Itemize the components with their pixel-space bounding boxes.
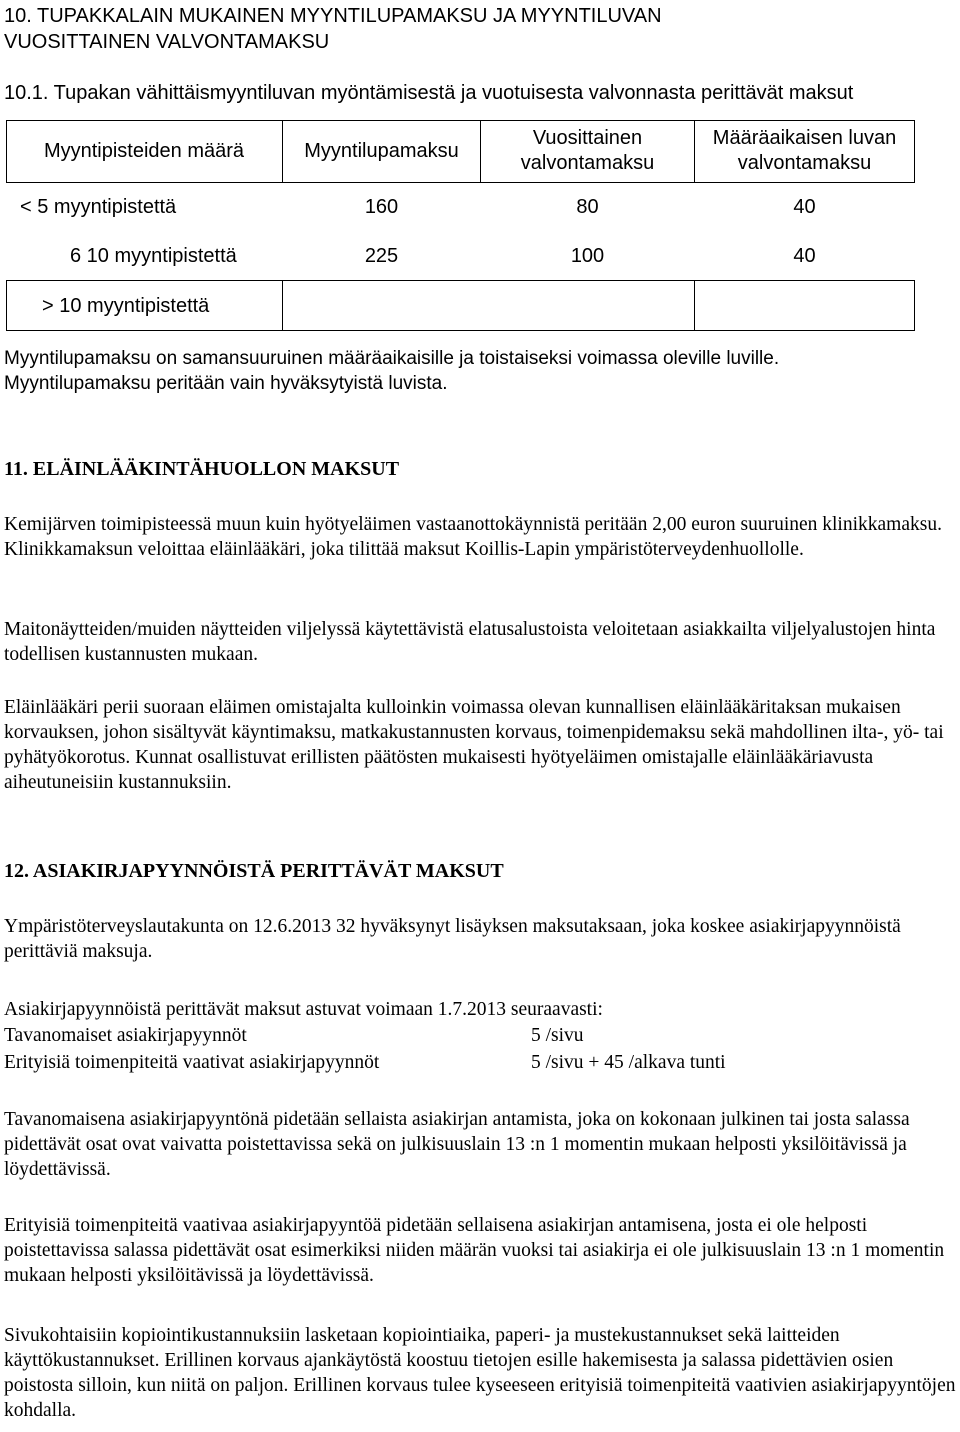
- section-12-heading: 12. ASIAKIRJAPYYNNÖISTÄ PERITTÄVÄT MAKSUT: [4, 860, 504, 882]
- row-1-lupamaksu: 160: [364, 196, 399, 218]
- row-3-count: > 10 myyntipistettä: [42, 294, 210, 317]
- section-12-paragraph-5: Sivukohtaisiin kopiointikustannuksiin lasketaan kopiointiaika, paperi- ja mustekustannukset sekä laitteiden käyttökustannukset. Erillinen korvaus ajankäytöstä koostuu tietojen esille hakemisesta ja salassa pidettävien osien poistosta silloin, kun niitä on paljon. Erillinen korvaus tulee kyseeseen erityisiä toimenpiteitä vaativien asiakirjapyyntöjen kohdalla.: [4, 1325, 956, 1421]
- header-vuosittainen-line-2: valvontamaksu: [520, 152, 655, 174]
- section-12-paragraph-4: Erityisiä toimenpiteitä vaativaa asiakirjapyyntöä pidetään sellaisena asiakirjan antamisena, josta ei ole helposti poistettavissa salassa pidettävät osat esimerkiksi niiden määrän vuoksi tai asiakirja ei ole julkisuuslain 13 :n 1 momentin mukaan helposti yksilöitävissä ja löydettävissä.: [4, 1215, 945, 1286]
- row-3-maaraaikainen: [695, 281, 914, 330]
- section-10-1-subheading: 10.1. Tupakan vähittäismyyntiluvan myöntämisestä ja vuotuisesta valvonnasta perittävät maksut: [4, 82, 854, 104]
- section-11-heading: 11. ELÄINLÄÄKINTÄHUOLLON MAKSUT: [4, 458, 400, 480]
- fee-label-tavanomaiset: Tavanomaiset asiakirjapyynnöt: [4, 1025, 247, 1046]
- fee-value-erityisia: 5 /sivu + 45 /alkava tunti: [531, 1052, 726, 1073]
- section-10-heading-line-2: VUOSITTAINEN VALVONTAMAKSU: [4, 31, 330, 53]
- header-maaraaikaisen-line-1: Määräaikaisen luvan: [712, 127, 897, 149]
- row-2-lupamaksu: 225: [364, 244, 399, 267]
- header-vuosittainen-valvontamaksu: [481, 120, 694, 182]
- section-10-note-1: Myyntilupamaksu on samansuuruinen määräaikaisille ja toistaiseksi voimassa oleville luville.: [4, 348, 780, 369]
- section-10-heading-line-1: 10. TUPAKKALAIN MUKAINEN MYYNTILUPAMAKSU JA MYYNTILUVAN: [4, 5, 662, 27]
- header-myyntipisteiden-maara: Myyntipisteiden määrä: [43, 140, 245, 162]
- header-myyntilupamaksu: Myyntilupamaksu: [304, 140, 459, 162]
- fee-value-tavanomaiset: 5 /sivu: [531, 1025, 584, 1046]
- section-10-note-2: Myyntilupamaksu peritään vain hyväksytyistä luvista.: [4, 373, 448, 394]
- section-12-paragraph-1: Ympäristöterveyslautakunta on 12.6.2013 32 hyväksynyt lisäyksen maksutaksaan, joka koskee asiakirjapyynnöistä perittäviä maksuja.: [4, 916, 901, 962]
- header-maaraaikaisen-valvontamaksu: [695, 120, 914, 182]
- row-2-maaraaikainen: 40: [793, 244, 816, 267]
- row-1-vuosittainen: 80: [576, 196, 599, 218]
- section-11-paragraph-2: Maitonäytteiden/muiden näytteiden viljelyssä käytettävistä elatusalustoista veloitetaan asiakkailta viljelyalustojen hinta todellisen kustannusten mukaan.: [4, 619, 936, 665]
- section-11-paragraph-1: Kemijärven toimipisteessä muun kuin hyötyeläimen vastaanottokäynnistä peritään 2,00 euron suuruinen klinikkamaksu. Klinikkamaksun veloittaa eläinlääkäri, joka tilittää maksut Koillis-Lapin ympäristöterveydenhuollolle.: [4, 514, 942, 560]
- section-12-paragraph-3: Tavanomaisena asiakirjapyyntönä pidetään sellaista asiakirjan antamista, joka on kokonaan julkinen tai josta salassa pidettävät osat ovat vaivatta poistettavissa sekä on julkisuuslain 13 :n 1 momentin mukaan helposti yksilöitävissä ja löydettävissä.: [4, 1109, 910, 1180]
- row-2-count: 6 10 myyntipistettä: [70, 244, 237, 267]
- section-12-paragraph-2: Asiakirjapyynnöistä perittävät maksut astuvat voimaan 1.7.2013 seuraavasti:: [4, 999, 603, 1020]
- fee-label-erityisia: Erityisiä toimenpiteitä vaativat asiakirjapyynnöt: [4, 1052, 380, 1073]
- row-2-vuosittainen: 100: [570, 244, 605, 267]
- row-1-maaraaikainen: 40: [793, 196, 816, 218]
- section-11-paragraph-3: Eläinlääkäri perii suoraan eläimen omistajalta kulloinkin voimassa olevan kunnallisen eläinlääkäritaksan mukaisen korvauksen, johon sisältyvät käyntimaksu, matkakustannusten korvaus, toimenpidemaksu sekä mahdollinen ilta-, yö- tai pyhätyökorotus. Kunnat osallistuvat erillisten päätösten mukaisesti hyötyeläimen omistajalle eläinlääkäriavusta aiheutuneisiin kustannuksiin.: [4, 697, 944, 793]
- fee-table: [6, 120, 915, 331]
- row-3-lupamaksu: [283, 281, 694, 330]
- header-vuosittainen-line-1: Vuosittainen: [532, 127, 643, 149]
- header-maaraaikaisen-line-2: valvontamaksu: [737, 152, 872, 174]
- row-1-count: < 5 myyntipistettä: [20, 196, 177, 218]
